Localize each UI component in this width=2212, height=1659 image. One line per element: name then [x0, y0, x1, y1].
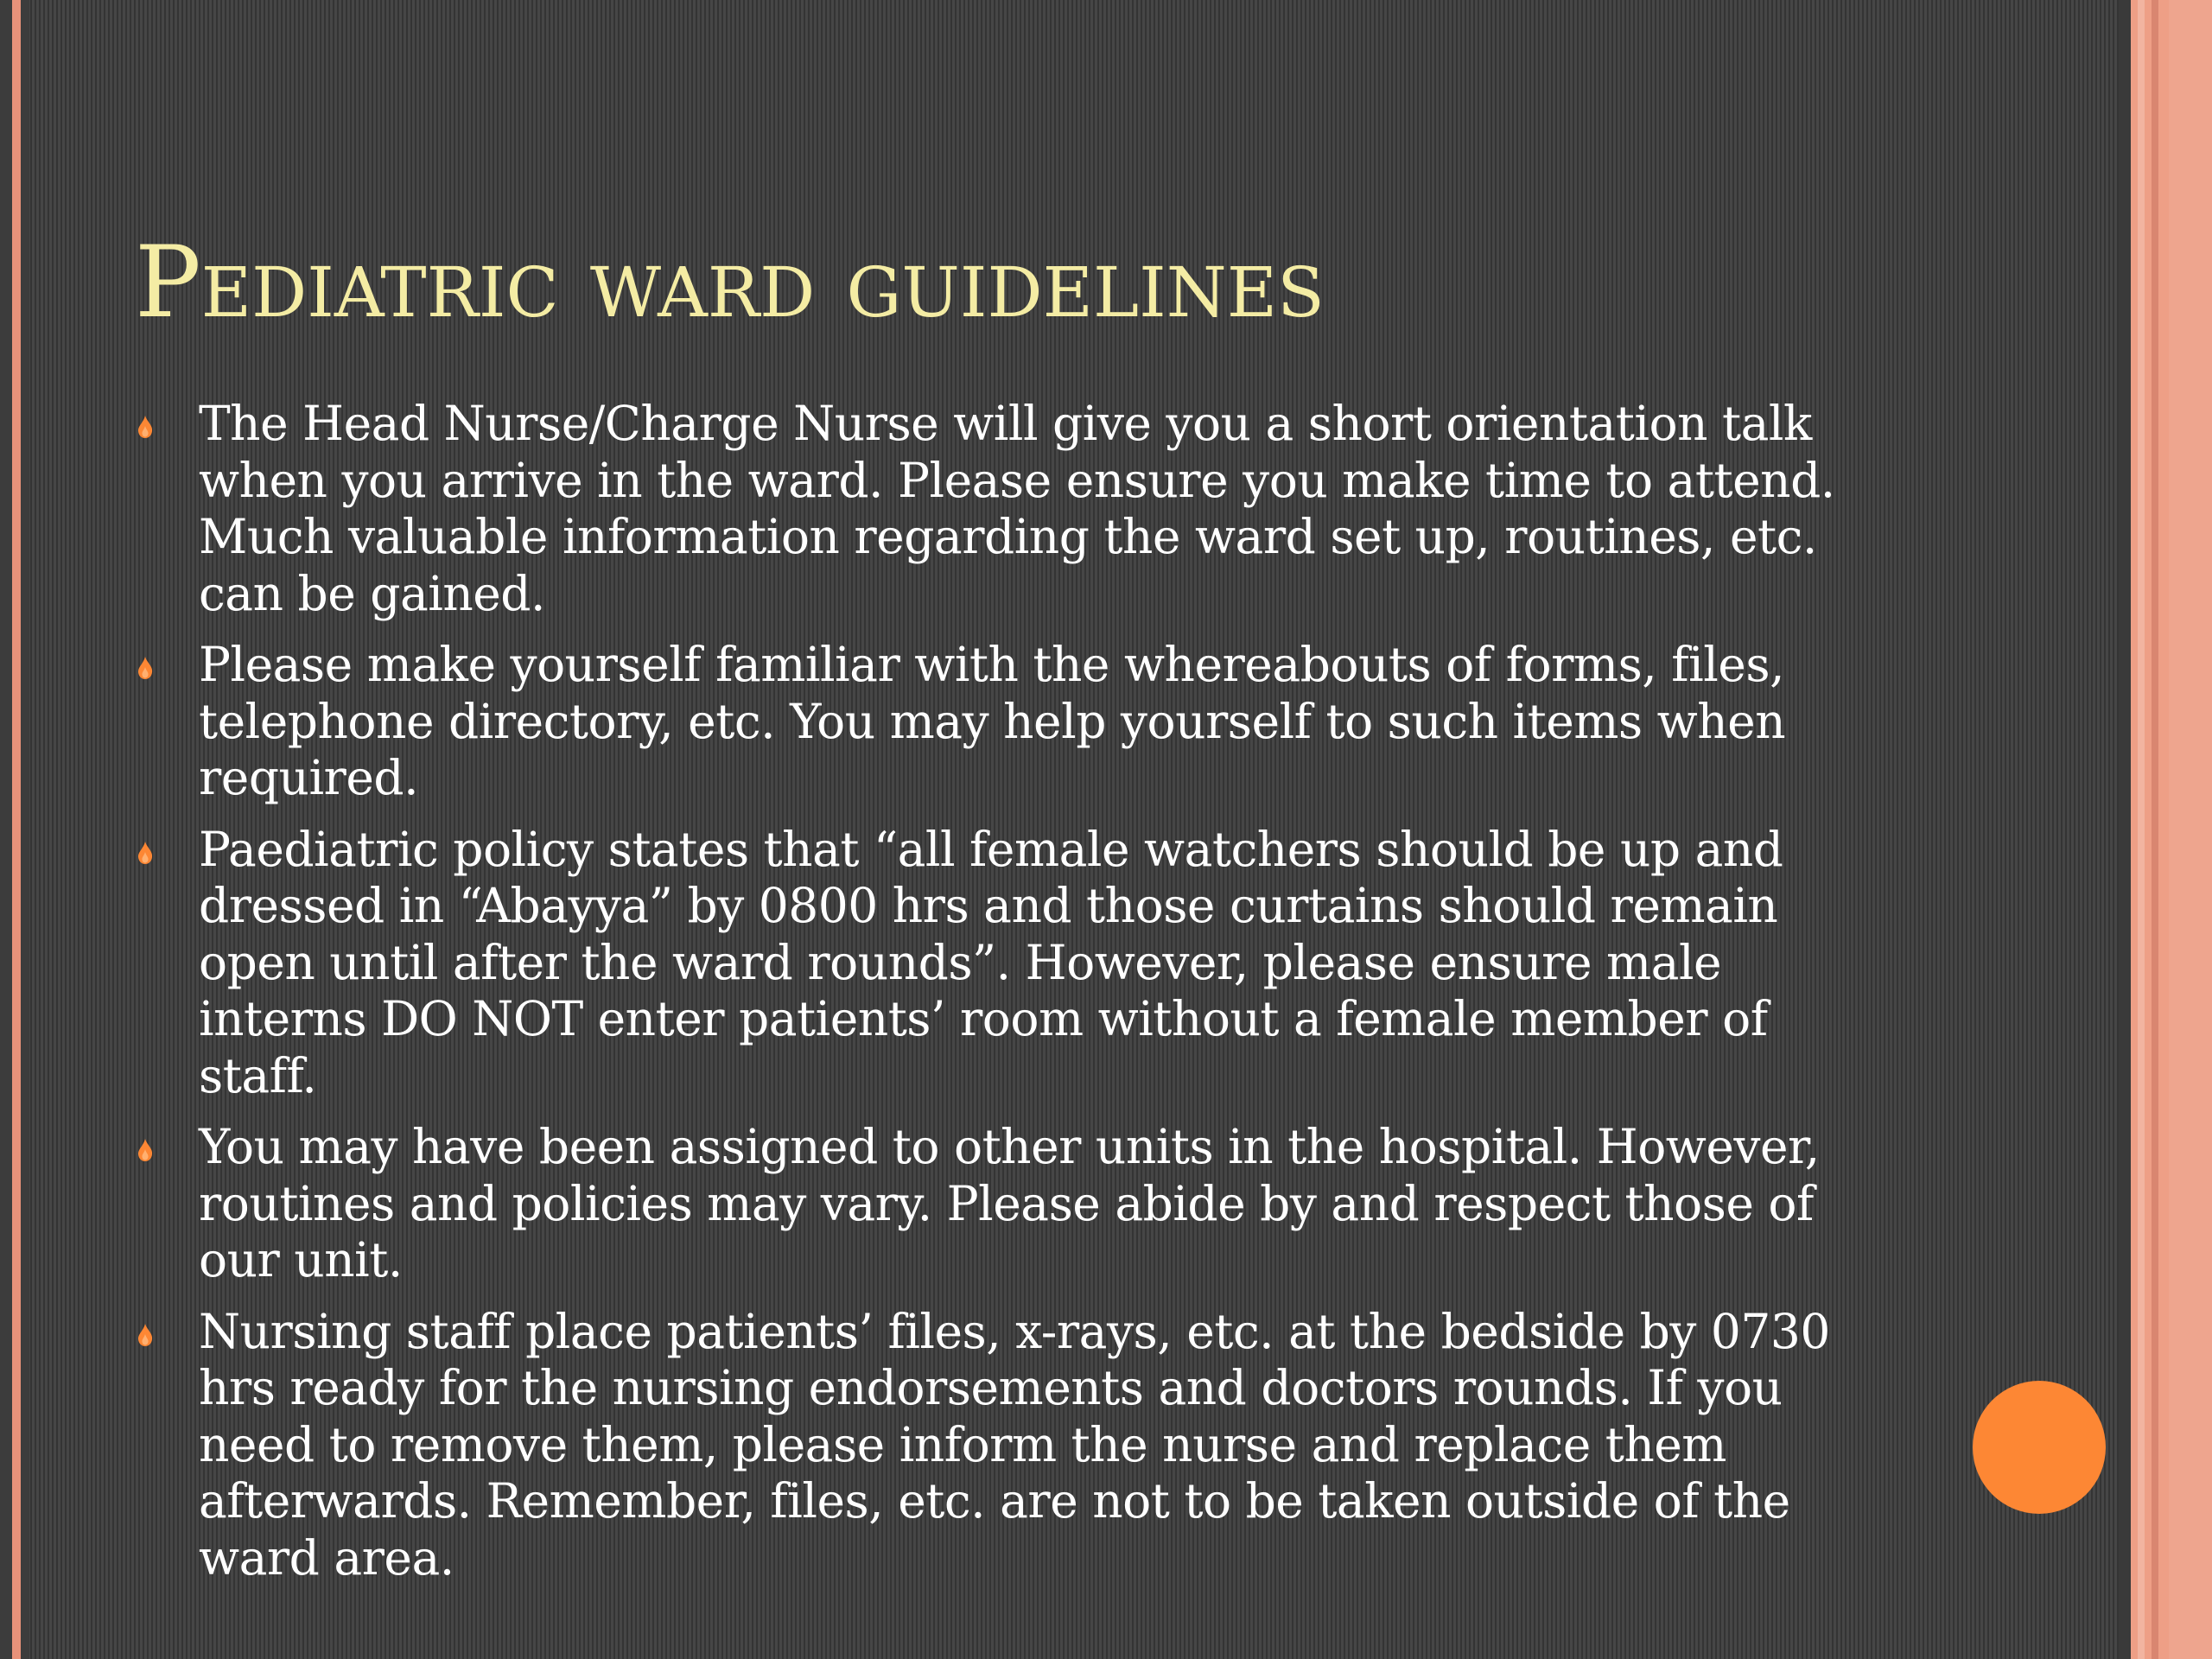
bullet-text: Nursing staff place patients’ files, x-rays, etc. at the bedside by 0730 hrs ready for the nursing endorsements and doctors rounds. If you need to remove them, please inform the nurse and replace them afterwards. Remember, files, etc. are not to be taken outside of the ward area. [199, 1303, 1830, 1586]
flame-icon [137, 841, 154, 865]
bullet-item [130, 1119, 1910, 1289]
right-border [2119, 0, 2212, 1659]
flame-icon [137, 415, 154, 439]
bullet-text: You may have been assigned to other units in the hospital. However, routines and policies may vary. Please abide by and respect those of our unit. [199, 1119, 1820, 1287]
bullet-list [130, 396, 1910, 1601]
slide-title: Pediatric ward guidelines [135, 225, 1325, 340]
flame-icon [137, 1138, 154, 1162]
right-border-stripe [2138, 0, 2145, 1659]
bullet-item [130, 1304, 1910, 1587]
bullet-text: The Head Nurse/Charge Nurse will give you a short orientation talk when you arrive in the ward. Please ensure you make time to attend. Much valuable information regarding the ward set up, routines, etc. can be gained. [199, 396, 1835, 621]
flame-icon [137, 1323, 154, 1347]
left-border [0, 0, 29, 1659]
bullet-item [130, 637, 1910, 807]
flame-icon [137, 656, 154, 680]
decorative-circle [1973, 1381, 2106, 1514]
bullet-item [130, 396, 1910, 622]
right-border-stripe [2152, 0, 2158, 1659]
bullet-text: Paediatric policy states that “all female watchers should be up and dressed in “Abayya” by 0800 hrs and those curtains should remain open until after the ward rounds”. However, please ensure male interns DO NOT enter patients’ room without a female member of staff. [199, 821, 1783, 1103]
left-border-line [12, 0, 21, 1659]
bullet-item [130, 822, 1910, 1105]
bullet-text: Please make yourself familiar with the whereabouts of forms, files, telephone directory, etc. You may help yourself to such items when required. [199, 637, 1786, 805]
right-border-band [2169, 0, 2212, 1659]
right-border-dark-band [2119, 0, 2131, 1659]
